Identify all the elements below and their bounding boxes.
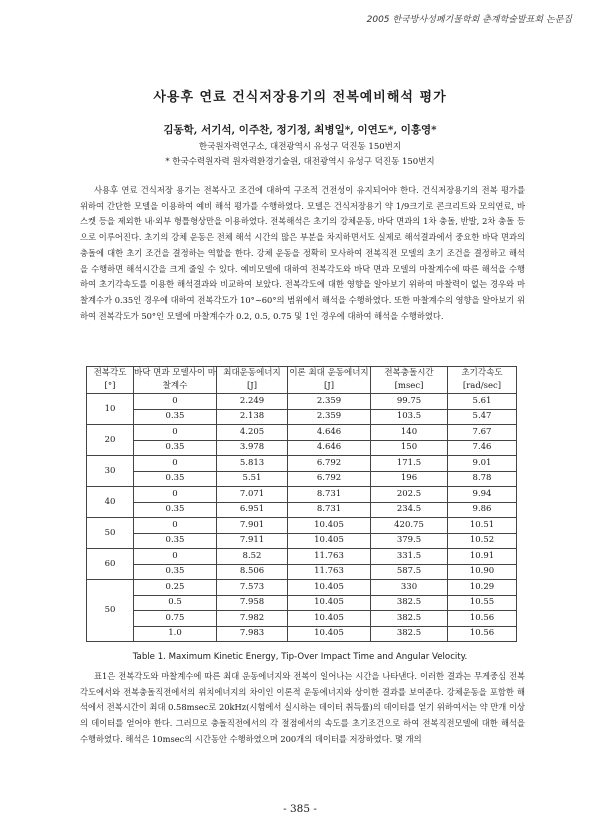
cell-impact-time: 587.5 bbox=[371, 564, 448, 580]
cell-friction: 0.35 bbox=[134, 471, 217, 487]
cell-max-energy: 7.983 bbox=[217, 626, 288, 642]
cell-friction: 0 bbox=[134, 549, 217, 565]
table-row bbox=[87, 533, 517, 549]
cell-angular-velocity: 10.91 bbox=[448, 549, 517, 565]
cell-friction: 0 bbox=[134, 456, 217, 472]
cell-max-energy: 7.958 bbox=[217, 595, 288, 611]
abstract-paragraph: 사용후 연료 건식저장 용기는 전복사고 조건에 대하여 구조적 건전성이 유지되어야 한다. 건식저장용기의 전복 평가를 위하여 간단한 모델을 이용하여 예비 해석 평가를 수행하였다. 모델은 건식저장용기 약 1/9크기로 콘크리트와 모의연료, 바스켓 등을 제외한 내·외부 형틀형상만을 이용하였다. 전복해석은 초기의 강체운동, 바닥 면과의 1차 충돌, 반발, 2차 충돌 등으로 이루어진다. 초기의 강체 운동은 전체 해석 시간의 많은 부분을 차지하면서도 실제로 해석결과에서 중요한 바닥 면과의 충돌에 대한 초기 조건을 결정하는 역할을 한다. 강체 운동을 정확히 모사하여 전복직전 모델의 초기 조건을 결정하고 해석을 수행하면 해석시간을 크게 줄일 수 있다. 예비모델에 대하여 전복각도와 바닥 면과 모델의 마찰계수에 따른 해석을 수행하여 초기각속도를 이용한 해석결과와 비교하여 보았다. 전복각도에 대한 영향을 알아보기 위하여 마찰력이 없는 경우와 마찰계수가 0.35인 경우에 대하여 전복각도가 10°~60°의 범위에서 해석을 수행하였다. 또한 마찰계수의 영향을 알아보기 위하여 전복각도가 50°인 모델에 마찰계수가 0.2, 0.5, 0.75 및 1인 경우에 대하여 해석을 수행하였다. bbox=[80, 185, 525, 321]
affiliation-1: 한국원자력연구소, 대전광역시 유성구 덕진동 150번지 bbox=[198, 142, 402, 152]
cell-angular-velocity: 10.90 bbox=[448, 564, 517, 580]
cell-angular-velocity: 5.47 bbox=[448, 409, 517, 425]
cell-angular-velocity: 10.56 bbox=[448, 611, 517, 627]
cell-impact-time: 382.5 bbox=[371, 595, 448, 611]
table-row bbox=[87, 425, 517, 441]
cell-friction: 0.35 bbox=[134, 440, 217, 456]
cell-angular-velocity: 10.52 bbox=[448, 533, 517, 549]
cell-tip-angle: 10 bbox=[87, 394, 134, 425]
cell-friction: 0.25 bbox=[134, 580, 217, 596]
cell-angular-velocity: 7.67 bbox=[448, 425, 517, 441]
header-theoretical-energy: 이론 최대 운동에너지 [J] bbox=[288, 367, 371, 394]
table-row bbox=[87, 626, 517, 642]
cell-angular-velocity: 10.55 bbox=[448, 595, 517, 611]
cell-theory-energy: 8.731 bbox=[288, 487, 371, 503]
table-caption: Table 1. Maximum Kinetic Energy, Tip-Over Impact Time and Angular Velocity. bbox=[132, 652, 468, 662]
cell-max-energy: 2.249 bbox=[217, 394, 288, 410]
cell-theory-energy: 10.405 bbox=[288, 580, 371, 596]
cell-max-energy: 8.52 bbox=[217, 549, 288, 565]
cell-friction: 0.35 bbox=[134, 502, 217, 518]
header-max-kinetic-energy: 최대운동에너지 [J] bbox=[217, 367, 288, 394]
cell-impact-time: 196 bbox=[371, 471, 448, 487]
cell-theory-energy: 10.405 bbox=[288, 533, 371, 549]
cell-max-energy: 3.978 bbox=[217, 440, 288, 456]
cell-tip-angle: 50 bbox=[87, 518, 134, 549]
cell-theory-energy: 11.763 bbox=[288, 564, 371, 580]
cell-theory-energy: 8.731 bbox=[288, 502, 371, 518]
cell-max-energy: 5.51 bbox=[217, 471, 288, 487]
cell-impact-time: 379.5 bbox=[371, 533, 448, 549]
cell-friction: 0.5 bbox=[134, 595, 217, 611]
cell-tip-angle: 30 bbox=[87, 456, 134, 487]
cell-impact-time: 140 bbox=[371, 425, 448, 441]
cell-angular-velocity: 7.46 bbox=[448, 440, 517, 456]
table-row bbox=[87, 611, 517, 627]
table-row bbox=[87, 518, 517, 534]
cell-friction: 0.35 bbox=[134, 409, 217, 425]
cell-max-energy: 4.205 bbox=[217, 425, 288, 441]
cell-impact-time: 382.5 bbox=[371, 626, 448, 642]
paper-title: 사용후 연료 건식저장용기의 전복예비해석 평가 bbox=[153, 90, 447, 105]
table-row bbox=[87, 564, 517, 580]
author-list: 김동학, 서기석, 이주찬, 정기정, 최병일*, 이연도*, 이흥영* bbox=[163, 124, 437, 136]
cell-angular-velocity: 10.51 bbox=[448, 518, 517, 534]
table-row bbox=[87, 471, 517, 487]
header-friction: 바닥 면과 모델사이 마찰계수 bbox=[134, 367, 217, 394]
cell-angular-velocity: 5.61 bbox=[448, 394, 517, 410]
cell-theory-energy: 6.792 bbox=[288, 471, 371, 487]
cell-friction: 1.0 bbox=[134, 626, 217, 642]
cell-friction: 0.35 bbox=[134, 564, 217, 580]
table-row bbox=[87, 394, 517, 410]
cell-impact-time: 103.5 bbox=[371, 409, 448, 425]
table-row bbox=[87, 487, 517, 503]
cell-angular-velocity: 10.29 bbox=[448, 580, 517, 596]
cell-friction: 0.35 bbox=[134, 533, 217, 549]
table-row bbox=[87, 440, 517, 456]
cell-theory-energy: 2.359 bbox=[288, 409, 371, 425]
header-tip-angle: 전복각도 [°] bbox=[87, 367, 134, 394]
cell-impact-time: 382.5 bbox=[371, 611, 448, 627]
cell-friction: 0 bbox=[134, 394, 217, 410]
cell-impact-time: 171.5 bbox=[371, 456, 448, 472]
cell-max-energy: 7.982 bbox=[217, 611, 288, 627]
cell-tip-angle: 20 bbox=[87, 425, 134, 456]
cell-theory-energy: 10.405 bbox=[288, 626, 371, 642]
cell-theory-energy: 10.405 bbox=[288, 611, 371, 627]
cell-angular-velocity: 10.56 bbox=[448, 626, 517, 642]
discussion-paragraph: 표1은 전복각도와 마찰계수에 따른 최대 운동에너지와 전복이 일어나는 시간을 나타낸다. 이러한 결과는 무게중심 전복각도에서와 전복충돌직전에서의 위치에너지의 차이인 이론적 운동에너지와 상이한 결과를 보여준다. 강체운동을 포함한 해석에서 전복시간이 최대 0.58msec로 20kHz(시험에서 실시하는 데이터 취득률)의 데이터를 얻기 위하여서는 약 만개 이상의 데이터를 얻어야 한다. 그러므로 충돌직전에서의 각 절점에서의 속도를 초기조건으로 하여 전복직전모델에 대한 해석을 수행하였다. 해석은 10msec의 시간동안 수행하였으며 200개의 데이터를 저장하였다. 몇 개의 bbox=[80, 671, 525, 744]
table-row bbox=[87, 409, 517, 425]
cell-angular-velocity: 9.86 bbox=[448, 502, 517, 518]
cell-theory-energy: 2.359 bbox=[288, 394, 371, 410]
cell-max-energy: 7.573 bbox=[217, 580, 288, 596]
cell-theory-energy: 4.646 bbox=[288, 440, 371, 456]
page-number: - 385 - bbox=[283, 803, 317, 815]
cell-max-energy: 7.911 bbox=[217, 533, 288, 549]
table-row bbox=[87, 595, 517, 611]
cell-theory-energy: 11.763 bbox=[288, 549, 371, 565]
cell-tip-angle: 60 bbox=[87, 549, 134, 580]
cell-angular-velocity: 9.94 bbox=[448, 487, 517, 503]
cell-angular-velocity: 8.78 bbox=[448, 471, 517, 487]
header-angular-velocity: 초기각속도 [rad/sec] bbox=[448, 367, 517, 394]
results-table bbox=[86, 366, 517, 642]
cell-impact-time: 202.5 bbox=[371, 487, 448, 503]
cell-max-energy: 5.813 bbox=[217, 456, 288, 472]
table-row bbox=[87, 502, 517, 518]
cell-theory-energy: 10.405 bbox=[288, 518, 371, 534]
cell-tip-angle: 40 bbox=[87, 487, 134, 518]
table-row bbox=[87, 549, 517, 565]
header-impact-time: 전복충돌시간 [msec] bbox=[371, 367, 448, 394]
cell-friction: 0 bbox=[134, 425, 217, 441]
cell-impact-time: 330 bbox=[371, 580, 448, 596]
table-row bbox=[87, 580, 517, 596]
cell-max-energy: 6.951 bbox=[217, 502, 288, 518]
cell-impact-time: 420.75 bbox=[371, 518, 448, 534]
cell-tip-angle: 50 bbox=[87, 580, 134, 642]
cell-theory-energy: 10.405 bbox=[288, 595, 371, 611]
cell-impact-time: 99.75 bbox=[371, 394, 448, 410]
cell-max-energy: 7.071 bbox=[217, 487, 288, 503]
cell-friction: 0 bbox=[134, 518, 217, 534]
cell-max-energy: 7.901 bbox=[217, 518, 288, 534]
affiliation-2: * 한국수력원자력 원자력환경기술원, 대전광역시 유성구 덕진동 150번지 bbox=[165, 157, 435, 167]
cell-max-energy: 8.506 bbox=[217, 564, 288, 580]
cell-impact-time: 150 bbox=[371, 440, 448, 456]
cell-theory-energy: 6.792 bbox=[288, 456, 371, 472]
cell-friction: 0 bbox=[134, 487, 217, 503]
cell-impact-time: 331.5 bbox=[371, 549, 448, 565]
cell-impact-time: 234.5 bbox=[371, 502, 448, 518]
cell-friction: 0.75 bbox=[134, 611, 217, 627]
cell-max-energy: 2.138 bbox=[217, 409, 288, 425]
cell-theory-energy: 4.646 bbox=[288, 425, 371, 441]
table-header-row bbox=[87, 367, 517, 394]
cell-angular-velocity: 9.01 bbox=[448, 456, 517, 472]
journal-header: 2005 한국방사성폐기물학회 춘계학술발표회 논문집 bbox=[366, 15, 572, 25]
table-row bbox=[87, 456, 517, 472]
